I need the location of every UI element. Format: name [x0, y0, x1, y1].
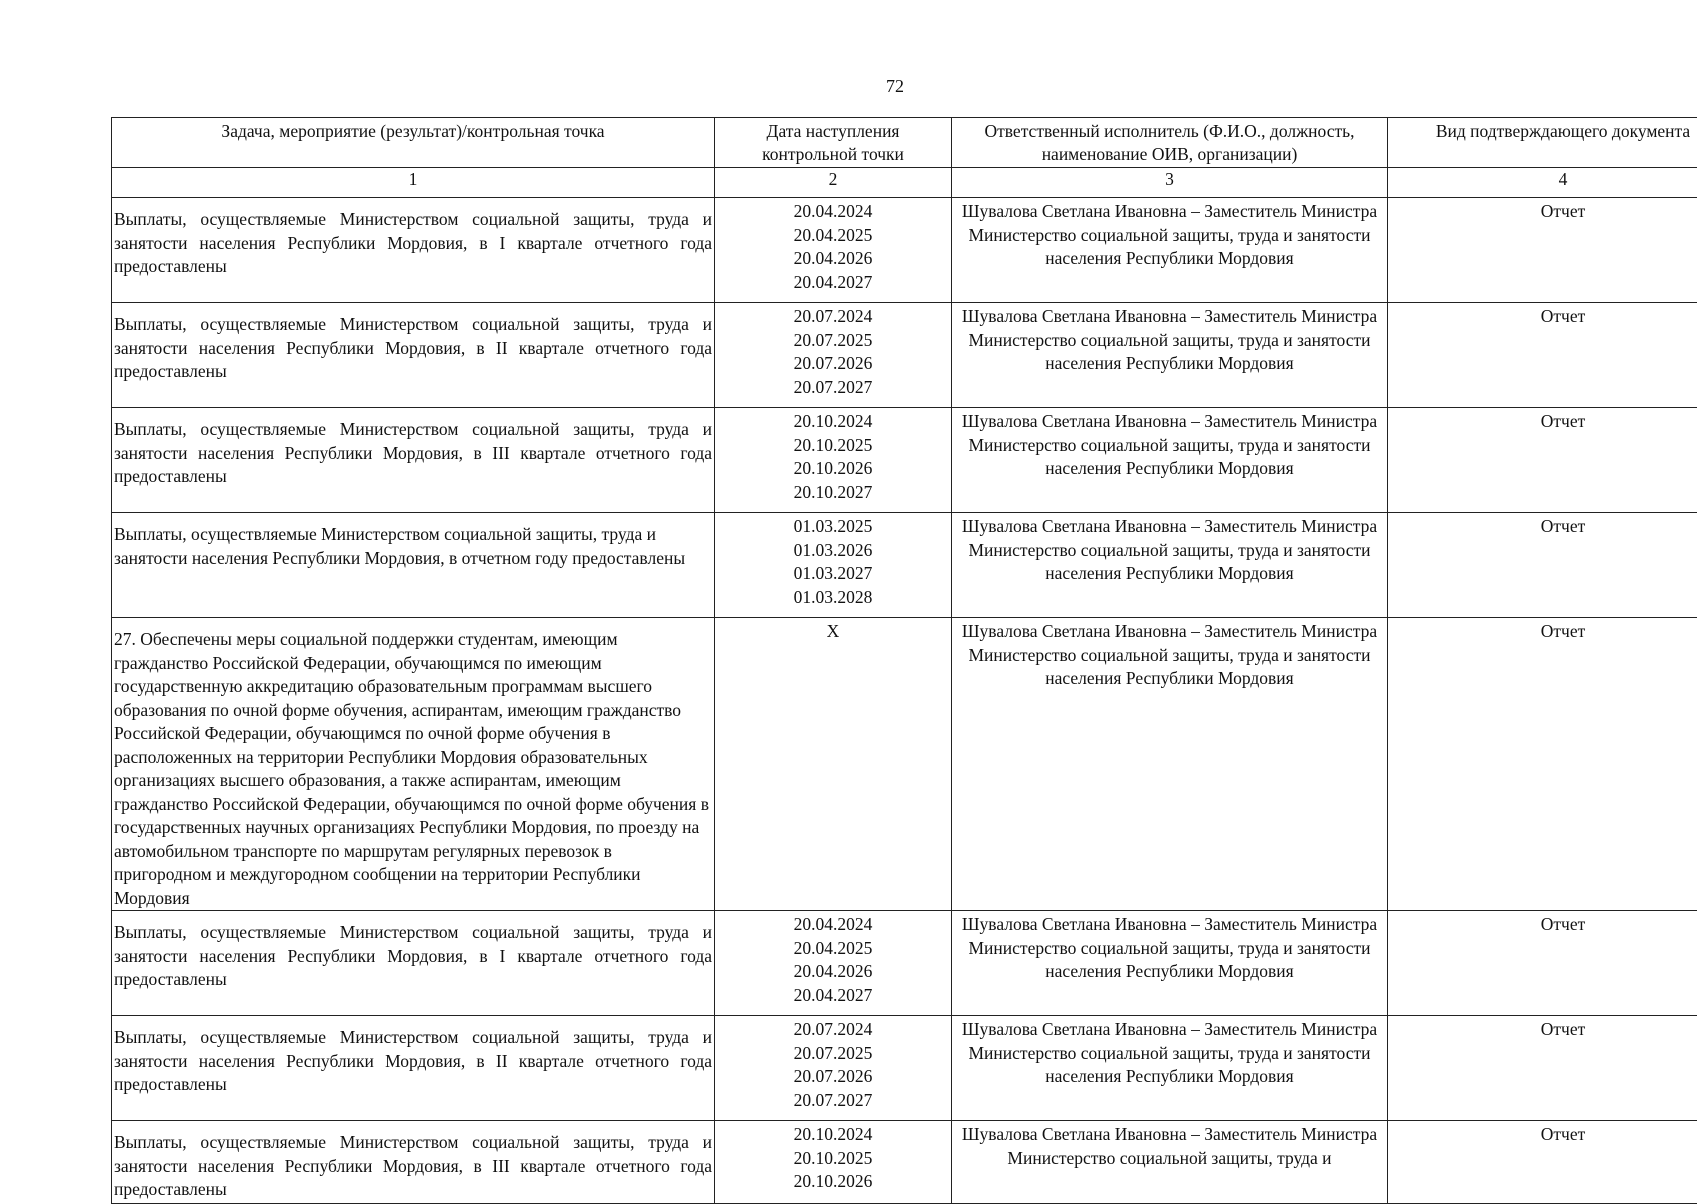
dates-cell: [715, 911, 952, 1016]
responsible-organization: Министерство социальной защиты, труда и занятости населения Республики Мордовия: [954, 1042, 1385, 1089]
control-date: Х: [717, 620, 949, 644]
control-date: 20.07.2024: [717, 1018, 949, 1042]
column-number: 2: [715, 168, 952, 198]
control-date: 20.04.2025: [717, 937, 949, 961]
control-date: 20.04.2027: [717, 984, 949, 1008]
control-date: 01.03.2027: [717, 562, 949, 586]
header-date: Дата наступления контрольной точки: [715, 118, 952, 168]
responsible-person: Шувалова Светлана Ивановна – Заместитель Министра: [954, 620, 1385, 644]
control-date: 20.10.2024: [717, 1123, 949, 1147]
responsible-person: Шувалова Светлана Ивановна – Заместитель Министра: [954, 913, 1385, 937]
responsible-cell: [952, 513, 1388, 618]
responsible-person: Шувалова Светлана Ивановна – Заместитель Министра: [954, 410, 1385, 434]
column-number-row: [112, 168, 1697, 198]
task-cell: Выплаты, осуществляемые Министерством социальной защиты, труда и занятости населения Республики Мордовия, в II квартале отчетного года предоставлены: [112, 1016, 715, 1121]
table-header-row: [112, 118, 1697, 168]
task-cell: Выплаты, осуществляемые Министерством социальной защиты, труда и занятости населения Республики Мордовия, в I квартале отчетного года предоставлены: [112, 911, 715, 1016]
responsible-organization: Министерство социальной защиты, труда и занятости населения Республики Мордовия: [954, 329, 1385, 376]
table-row: [112, 911, 1697, 1016]
table-row: [112, 198, 1697, 303]
control-date: 20.07.2025: [717, 329, 949, 353]
control-date: 20.04.2026: [717, 960, 949, 984]
task-cell: Выплаты, осуществляемые Министерством социальной защиты, труда и занятости населения Республики Мордовия, в I квартале отчетного года предоставлены: [112, 198, 715, 303]
document-type-cell: Отчет: [1388, 408, 1697, 513]
responsible-person: Шувалова Светлана Ивановна – Заместитель Министра: [954, 515, 1385, 539]
responsible-person: Шувалова Светлана Ивановна – Заместитель Министра: [954, 305, 1385, 329]
document-type-cell: Отчет: [1388, 1016, 1697, 1121]
column-number: 3: [952, 168, 1388, 198]
dates-cell: [715, 1016, 952, 1121]
control-date: 20.07.2025: [717, 1042, 949, 1066]
control-date: 20.04.2024: [717, 200, 949, 224]
responsible-cell: [952, 303, 1388, 408]
control-date: 20.04.2024: [717, 913, 949, 937]
dates-cell: [715, 408, 952, 513]
dates-cell: [715, 513, 952, 618]
control-date: 20.07.2026: [717, 352, 949, 376]
page-number: 72: [0, 76, 1697, 97]
responsible-person: Шувалова Светлана Ивановна – Заместитель Министра: [954, 1123, 1385, 1147]
responsible-organization: Министерство социальной защиты, труда и занятости населения Республики Мордовия: [954, 539, 1385, 586]
document-type-cell: Отчет: [1388, 1121, 1697, 1204]
responsible-cell: [952, 618, 1388, 911]
responsible-organization: Министерство социальной защиты, труда и занятости населения Республики Мордовия: [954, 224, 1385, 271]
task-cell: Выплаты, осуществляемые Министерством социальной защиты, труда и занятости населения Республики Мордовия, в отчетном году предоставлены: [112, 513, 715, 618]
column-number: 4: [1388, 168, 1697, 198]
responsible-person: Шувалова Светлана Ивановна – Заместитель Министра: [954, 1018, 1385, 1042]
table-row: [112, 303, 1697, 408]
control-date: 01.03.2026: [717, 539, 949, 563]
control-date: 20.07.2024: [717, 305, 949, 329]
dates-cell: [715, 1121, 952, 1204]
responsible-organization: Министерство социальной защиты, труда и занятости населения Республики Мордовия: [954, 937, 1385, 984]
responsible-organization: Министерство социальной защиты, труда и занятости населения Республики Мордовия: [954, 434, 1385, 481]
control-date: 20.07.2026: [717, 1065, 949, 1089]
dates-cell: [715, 303, 952, 408]
document-type-cell: Отчет: [1388, 513, 1697, 618]
document-type-cell: Отчет: [1388, 198, 1697, 303]
document-type-cell: Отчет: [1388, 618, 1697, 911]
task-cell: 27. Обеспечены меры социальной поддержки студентам, имеющим гражданство Российской Федерации, обучающимся по имеющим государственную аккредитацию образовательным программам высшего образования по очной форме обучения, аспирантам, имеющим гражданство Российской Федерации, обучающимся по очной форме обучения в расположенных на территории Республики Мордовия образовательных организациях высшего образования, а также аспирантам, имеющим гражданство Российской Федерации, обучающимся по очной форме обучения в государственных научных организациях Республики Мордовия, по проезду на автомобильном транспорте по маршрутам регулярных перевозок в пригородном и междугородном сообщении на территории Республики Мордовия: [112, 618, 715, 911]
control-date: 20.04.2027: [717, 271, 949, 295]
header-task: Задача, мероприятие (результат)/контрольная точка: [112, 118, 715, 168]
column-number: 1: [112, 168, 715, 198]
responsible-organization: Министерство социальной защиты, труда и занятости населения Республики Мордовия: [954, 644, 1385, 691]
control-date: 01.03.2025: [717, 515, 949, 539]
header-responsible: Ответственный исполнитель (Ф.И.О., должность, наименование ОИВ, организации): [952, 118, 1388, 168]
responsible-cell: [952, 198, 1388, 303]
table-row: [112, 618, 1697, 911]
task-cell: Выплаты, осуществляемые Министерством социальной защиты, труда и занятости населения Республики Мордовия, в II квартале отчетного года предоставлены: [112, 303, 715, 408]
control-date: 20.10.2026: [717, 457, 949, 481]
control-date: 20.10.2026: [717, 1170, 949, 1194]
task-cell: Выплаты, осуществляемые Министерством социальной защиты, труда и занятости населения Республики Мордовия, в III квартале отчетного года предоставлены: [112, 1121, 715, 1204]
header-document: Вид подтверждающего документа: [1388, 118, 1697, 168]
control-date: 01.03.2028: [717, 586, 949, 610]
dates-cell: [715, 198, 952, 303]
task-cell: Выплаты, осуществляемые Министерством социальной защиты, труда и занятости населения Республики Мордовия, в III квартале отчетного года предоставлены: [112, 408, 715, 513]
control-date: 20.07.2027: [717, 1089, 949, 1113]
table-row: [112, 1016, 1697, 1121]
table-row: [112, 513, 1697, 618]
control-date: 20.10.2025: [717, 1147, 949, 1171]
responsible-cell: [952, 1016, 1388, 1121]
control-date: 20.10.2025: [717, 434, 949, 458]
control-date: 20.07.2027: [717, 376, 949, 400]
control-date: 20.10.2024: [717, 410, 949, 434]
responsible-cell: [952, 408, 1388, 513]
dates-cell: [715, 618, 952, 911]
control-date: 20.04.2026: [717, 247, 949, 271]
responsible-organization: Министерство социальной защиты, труда и: [954, 1147, 1385, 1171]
responsible-cell: [952, 1121, 1388, 1204]
responsible-cell: [952, 911, 1388, 1016]
table-row: [112, 1121, 1697, 1204]
table-row: [112, 408, 1697, 513]
control-date: 20.04.2025: [717, 224, 949, 248]
responsible-person: Шувалова Светлана Ивановна – Заместитель Министра: [954, 200, 1385, 224]
document-type-cell: Отчет: [1388, 303, 1697, 408]
document-type-cell: Отчет: [1388, 911, 1697, 1016]
control-points-table: [111, 117, 1697, 1204]
control-date: 20.10.2027: [717, 481, 949, 505]
